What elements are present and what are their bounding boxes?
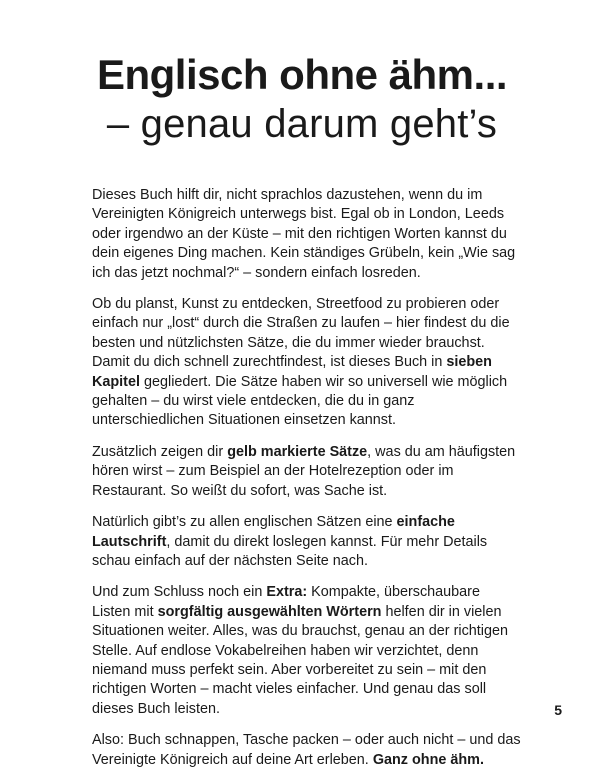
paragraph-text: Zusätzlich zeigen dir	[92, 443, 228, 460]
paragraph-text: , damit du direkt loslegen kannst. Für mehr Details schau einfach auf der nächsten Seite nach.	[92, 533, 488, 569]
paragraph-extra	[92, 583, 522, 719]
paragraph-phonetics	[92, 513, 522, 571]
paragraph-text: gegliedert. Die Sätze haben wir so universell wie möglich gehalten – du wirst viele entdecken, die du in ganz unterschiedlichen Situationen einsetzen kannst.	[92, 373, 508, 429]
paragraph-text: Und zum Schluss noch ein	[92, 584, 267, 601]
page-subtitle: – genau darum geht’s	[106, 102, 498, 146]
paragraph-text: Natürlich gibt’s zu allen englischen Sätzen eine	[92, 514, 397, 531]
paragraph-intro: Dieses Buch hilft dir, nicht sprachlos dazustehen, wenn du im Vereinigten Königreich unterwegs bist. Egal ob in London, Leeds oder irgendwo an der Küste – mit den richtigen Worten kannst du dein eigenes Ding machen. Kein ständiges Grübeln, kein „Wie sag ich das jetzt nochmal?“ – sondern einfach losreden.	[92, 187, 516, 281]
paragraph-text: , was du am häufigsten hören wirst – zum Beispiel an der Hotelrezeption oder im Restaurant. So weißt du sofort, was Sache ist.	[92, 443, 516, 499]
paragraph-closing	[92, 731, 522, 770]
page-title: Englisch ohne ähm...	[96, 51, 508, 98]
paragraph-text: helfen dir in vielen Situationen weiter. Alles, was du brauchst, genau an der richtigen Stelle. Auf endlose Vokabelreihen haben wir verzichtet, denn niemand muss perfekt sein. Aber vorbereitet zu sein – mit den richtigen Worten – macht vieles einfacher. Und genau das soll dieses Buch leisten.	[92, 603, 508, 717]
bold-phrase: sorgfältig ausgewählten Wörtern	[157, 603, 382, 620]
paragraph-highlighted	[92, 443, 522, 501]
paragraph-text: Ob du planst, Kunst zu entdecken, Streetfood zu probieren oder einfach nur „lost“ durch die Straßen zu laufen – hier findest du die besten und nützlichsten Sätze, die du immer wieder brauchst. Damit du dich schnell zurechtfindest, ist dieses Buch in	[92, 296, 510, 371]
bold-phrase: gelb markierte Sätze	[227, 443, 368, 460]
bold-phrase: sieben Kapitel	[92, 354, 492, 390]
bold-phrase: Ganz ohne ähm.	[372, 751, 484, 768]
paragraph-text: Also: Buch schnappen, Tasche packen – oder auch nicht – und das Vereinigte Königreich auf deine Art erleben.	[92, 732, 521, 768]
page-number: 5	[554, 702, 562, 718]
paragraph-chapters	[92, 295, 522, 431]
bold-phrase: einfache Lautschrift	[92, 514, 455, 550]
paragraph-text: Kompakte, überschaubare Listen mit	[92, 584, 480, 620]
body-text	[92, 186, 522, 782]
bold-phrase: Extra:	[266, 584, 308, 601]
